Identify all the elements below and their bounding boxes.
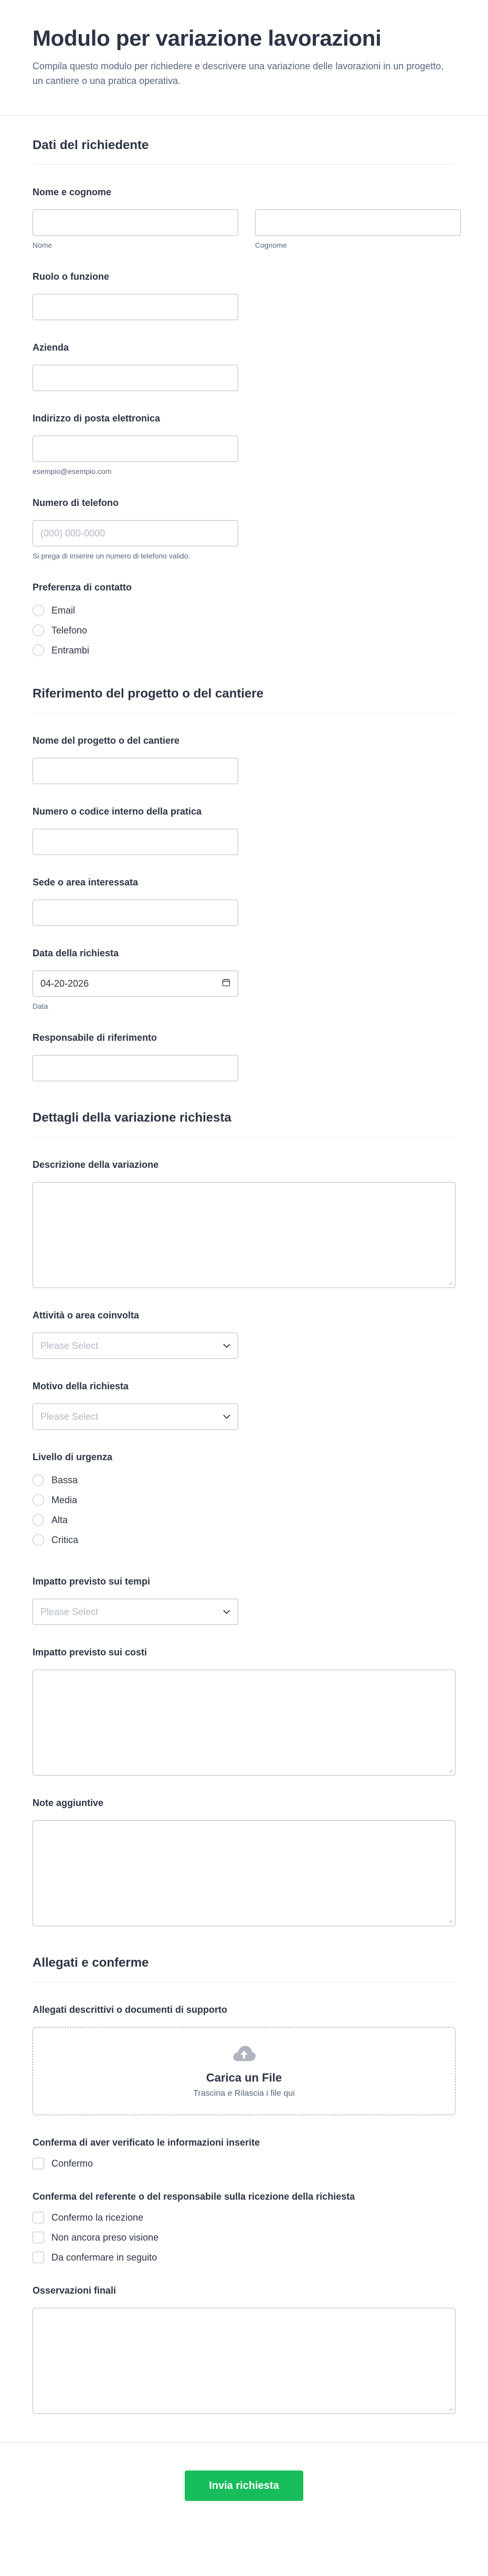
field-label: Azienda: [33, 342, 69, 353]
date-value: 04-20-2026: [40, 978, 89, 989]
field-label: Livello di urgenza: [33, 1452, 113, 1463]
field-full-name: [0, 165, 488, 249]
field-contact-preference: [0, 560, 488, 656]
field-role: [0, 249, 488, 320]
field-label: Descrizione della variazione: [33, 1159, 159, 1170]
description-textarea[interactable]: [33, 1182, 455, 1288]
form-footer: [0, 2442, 488, 2529]
select-placeholder: Please Select: [40, 1606, 99, 1617]
section-title: Dati del richiedente: [33, 138, 455, 165]
field-reason: [0, 1359, 488, 1430]
radio-option[interactable]: [33, 605, 455, 616]
checkbox-option[interactable]: [33, 2252, 455, 2263]
project-code-input[interactable]: [33, 829, 238, 855]
checkbox-option[interactable]: [33, 2158, 455, 2169]
checkbox[interactable]: [33, 2252, 44, 2263]
project-name-input[interactable]: [33, 758, 238, 784]
date-sublabel: Data: [33, 1002, 48, 1011]
radio-circle[interactable]: [33, 1494, 44, 1506]
field-label: Indirizzo di posta elettronica: [33, 413, 161, 424]
field-label: Numero di telefono: [33, 498, 119, 509]
radio-circle[interactable]: [33, 1474, 44, 1486]
time-impact-select[interactable]: [33, 1599, 238, 1625]
chevron-down-icon: [223, 1608, 230, 1616]
last-name-col: [255, 209, 461, 249]
site-input[interactable]: [33, 900, 238, 926]
field-label: Conferma di aver verificato le informazioni inserite: [33, 2137, 260, 2148]
field-label: Impatto previsto sui costi: [33, 1647, 147, 1658]
checkbox-option[interactable]: [33, 2212, 455, 2223]
phone-sublabel: Si prega di inserire un numero di telefono valido.: [33, 552, 190, 561]
last-name-sublabel: Cognome: [255, 241, 287, 250]
radio-label: Critica: [51, 1534, 79, 1545]
checkbox-label: Confermo la ricezione: [51, 2212, 144, 2223]
field-description: [0, 1137, 488, 1288]
radio-circle[interactable]: [33, 1514, 44, 1526]
phone-input[interactable]: [33, 520, 238, 546]
section-variation-details: [0, 1081, 488, 1137]
checkbox[interactable]: [33, 2158, 44, 2169]
field-company: [0, 320, 488, 391]
radio-label: Alta: [51, 1514, 68, 1525]
chevron-down-icon: [223, 1342, 230, 1350]
field-project-name: [0, 713, 488, 784]
field-confirm-info: [0, 2115, 488, 2169]
radio-option[interactable]: [33, 1514, 455, 1526]
cost-impact-textarea[interactable]: [33, 1670, 455, 1776]
radio-option[interactable]: [33, 1494, 455, 1506]
field-label: Conferma del referente o del responsabile sulla ricezione della richiesta: [33, 2191, 355, 2202]
email-input[interactable]: [33, 436, 238, 462]
field-phone: [0, 476, 488, 560]
field-label: Sede o area interessata: [33, 877, 139, 888]
radio-label: Entrambi: [51, 645, 90, 656]
field-attachments: [0, 1982, 488, 2115]
first-name-input[interactable]: [33, 209, 238, 236]
section-requester: [0, 116, 488, 165]
calendar-icon[interactable]: [222, 978, 230, 989]
select-placeholder: Please Select: [40, 1340, 99, 1351]
checkbox[interactable]: [33, 2232, 44, 2243]
field-label: Responsabile di riferimento: [33, 1032, 157, 1043]
checkbox-label: Da confermare in seguito: [51, 2252, 157, 2263]
manager-input[interactable]: [33, 1055, 238, 1081]
name-row: [33, 209, 455, 249]
field-project-code: [0, 784, 488, 855]
form-subtitle: Compila questo modulo per richiedere e descrivere una variazione delle lavorazioni in un progetto, un cantiere o una pratica operativa.: [33, 61, 444, 87]
date-input[interactable]: [33, 970, 238, 997]
section-title: Dettagli della variazione richiesta: [33, 1111, 455, 1137]
field-activity: [0, 1288, 488, 1359]
radio-circle[interactable]: [33, 605, 44, 616]
field-label: Note aggiuntive: [33, 1798, 104, 1809]
field-request-date: [0, 926, 488, 1010]
field-cost-impact: [0, 1625, 488, 1776]
reason-select[interactable]: [33, 1403, 238, 1430]
field-label: Preferenza di contatto: [33, 582, 132, 593]
radio-label: Email: [51, 605, 76, 616]
checkbox-label: Non ancora preso visione: [51, 2232, 159, 2243]
radio-circle[interactable]: [33, 625, 44, 636]
final-observations-textarea[interactable]: [33, 2308, 455, 2414]
phone-placeholder: (000) 000-0000: [40, 527, 105, 539]
checkbox-option[interactable]: [33, 2232, 455, 2243]
first-name-sublabel: Nome: [33, 241, 52, 250]
checkbox-label: Confermo: [51, 2158, 93, 2169]
radio-label: Bassa: [51, 1474, 78, 1485]
first-name-col: [33, 209, 238, 249]
field-label: Ruolo o funzione: [33, 271, 109, 282]
radio-label: Telefono: [51, 625, 88, 636]
section-attachments: [0, 1926, 488, 1982]
field-urgency: [0, 1430, 488, 1546]
cloud-upload-icon: [231, 2044, 257, 2065]
field-label: Impatto previsto sui tempi: [33, 1576, 151, 1587]
field-label: Numero o codice interno della pratica: [33, 806, 202, 817]
last-name-input[interactable]: [255, 209, 461, 236]
field-label: Nome e cognome: [33, 187, 112, 198]
radio-option[interactable]: [33, 1474, 455, 1486]
select-placeholder: Please Select: [40, 1411, 99, 1422]
field-notes: [0, 1776, 488, 1926]
field-final-observations: [0, 2272, 488, 2414]
submit-button[interactable]: Invia richiesta: [185, 2471, 303, 2501]
upload-title: Carica un File: [206, 2071, 282, 2084]
company-input[interactable]: [33, 365, 238, 391]
radio-option[interactable]: [33, 1534, 455, 1546]
notes-textarea[interactable]: [33, 1820, 455, 1926]
field-manager: [0, 1010, 488, 1081]
resize-grip-icon[interactable]: [449, 1769, 453, 1773]
section-title: Allegati e conferme: [33, 1956, 455, 1982]
email-sublabel: esempio@esempio.com: [33, 467, 112, 476]
file-upload-dropzone[interactable]: [33, 2027, 455, 2115]
field-label: Nome del progetto o del cantiere: [33, 735, 180, 746]
field-label: Allegati descrittivi o documenti di supporto: [33, 2004, 228, 2015]
field-time-impact: [0, 1554, 488, 1625]
radio-label: Media: [51, 1494, 78, 1505]
field-site: [0, 855, 488, 926]
field-label: Data della richiesta: [33, 948, 119, 959]
radio-option[interactable]: [33, 645, 455, 656]
activity-select[interactable]: [33, 1333, 238, 1359]
form-header: [0, 0, 488, 116]
field-label: Motivo della richiesta: [33, 1381, 129, 1392]
resize-grip-icon[interactable]: [449, 2407, 453, 2411]
radio-option[interactable]: [33, 625, 455, 636]
field-confirm-receipt: [0, 2178, 488, 2263]
field-email: [0, 391, 488, 476]
field-label: Attività o area coinvolta: [33, 1310, 140, 1321]
checkbox[interactable]: [33, 2212, 44, 2223]
section-project: [0, 664, 488, 713]
radio-circle[interactable]: [33, 645, 44, 656]
form-title: Modulo per variazione lavorazioni: [33, 26, 381, 50]
radio-circle[interactable]: [33, 1534, 44, 1546]
upload-subtitle: Trascina e Rilascia i file qui: [193, 2088, 295, 2098]
section-title: Riferimento del progetto o del cantiere: [33, 687, 455, 713]
role-input[interactable]: [33, 294, 238, 320]
chevron-down-icon: [223, 1412, 230, 1421]
field-label: Osservazioni finali: [33, 2285, 116, 2296]
resize-grip-icon[interactable]: [449, 1281, 453, 1285]
resize-grip-icon[interactable]: [449, 1919, 453, 1924]
